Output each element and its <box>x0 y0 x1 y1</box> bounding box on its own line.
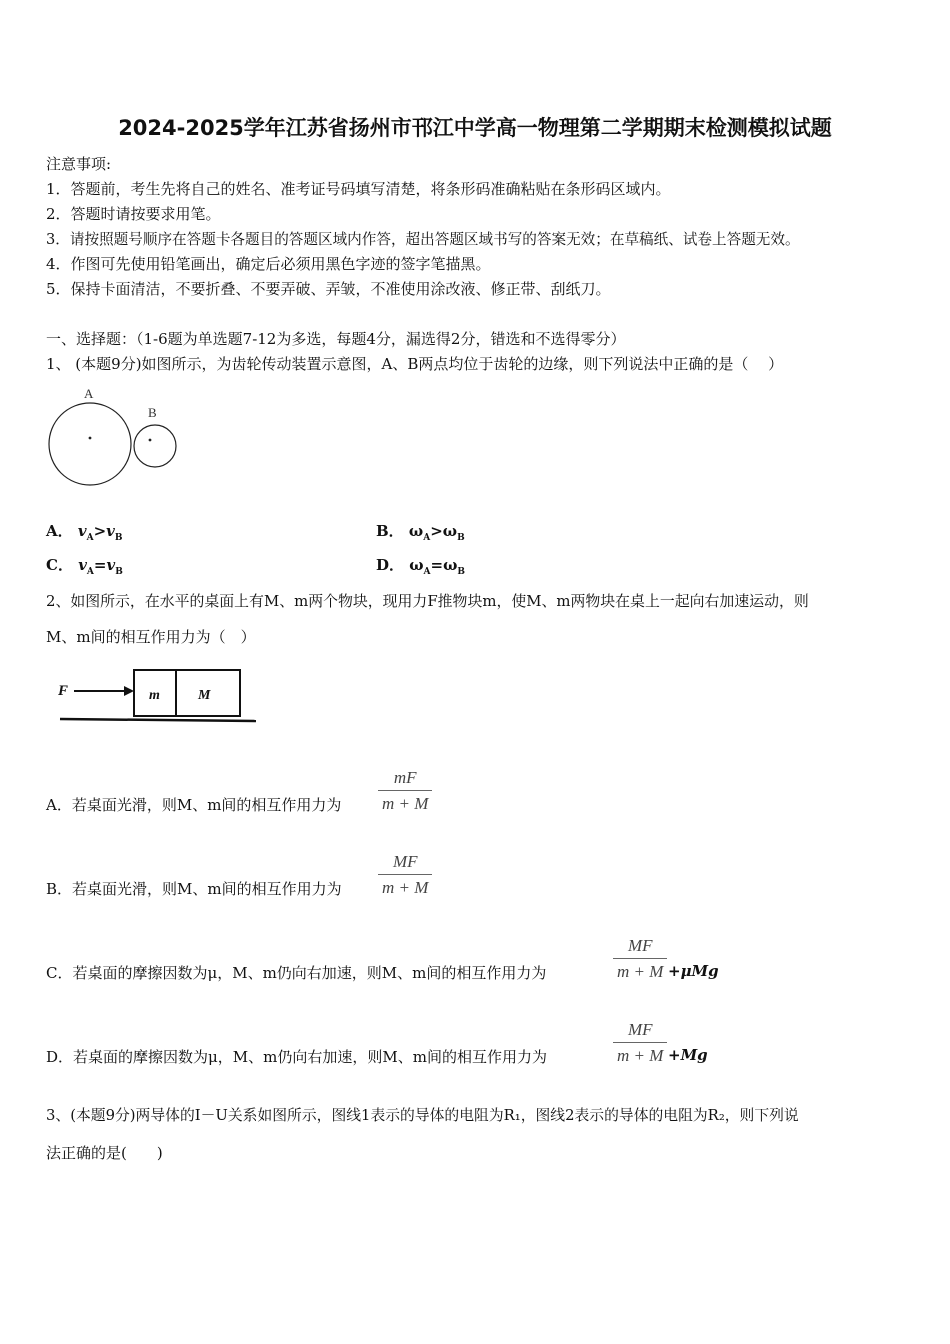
force-arrowhead <box>124 686 134 696</box>
note-item: 1．答题前，考生先将自己的姓名、准考证号码填写清楚，将条形码准确粘贴在条形码区域内。 <box>46 180 671 198</box>
page-title: 2024-2025学年江苏省扬州市邗江中学高一物理第二学期期末检测模拟试题 <box>118 116 832 140</box>
note-item: 3．请按照题号顺序在答题卡各题目的答题区域内作答，超出答题区域书写的答案无效；在草稿纸、试卷上答题无效。 <box>46 231 800 248</box>
q2-option-c-tail: +μMg <box>668 962 719 980</box>
gear-a-center <box>89 437 92 440</box>
q1-option-d[interactable]: D． $\omega_A=\omega_B$ <box>376 556 466 577</box>
fraction: $\frac{MF}{m + M}$ <box>613 936 667 982</box>
blocks-figure <box>56 665 260 727</box>
fraction: $\frac{mF}{m + M}$ <box>378 768 432 814</box>
fraction: $\frac{MF}{m + M}$ <box>613 1020 667 1066</box>
fraction: $\frac{MF}{m + M}$ <box>378 852 432 898</box>
block-M-label: M <box>198 688 211 703</box>
block-m-label: m <box>149 688 160 703</box>
label-b: B <box>148 405 157 420</box>
q1-option-c[interactable]: C． $v_A=v_B$ <box>46 556 123 577</box>
q1-option-a[interactable]: A． $v_A>v_B$ <box>46 522 123 543</box>
q2-option-c[interactable]: C．若桌面的摩擦因数为μ，M、m仍向右加速，则M、m间的相互作用力为 <box>46 964 547 982</box>
q2-stem-line2: M、m间的相互作用力为（ ） <box>46 628 256 646</box>
q1-stem: 1、 (本题9分)如图所示，为齿轮传动装置示意图，A、B两点均位于齿轮的边缘，则下列说法中正确的是（ ） <box>46 355 784 373</box>
q2-stem-line1: 2、如图所示，在水平的桌面上有M、m两个物块，现用力F推物块m，使M、m两物块在桌上一起向右加速运动，则 <box>46 592 809 610</box>
gear-b-center <box>149 439 152 442</box>
q3-stem-line2: 法正确的是( ) <box>46 1144 163 1162</box>
note-item: 2．答题时请按要求用笔。 <box>46 205 221 223</box>
note-item: 4．作图可先使用铅笔画出，确定后必须用黑色字迹的签字笔描黑。 <box>46 255 491 273</box>
q2-option-a[interactable]: A．若桌面光滑，则M、m间的相互作用力为 <box>46 796 342 814</box>
q2-option-d-tail: +Mg <box>668 1046 708 1064</box>
force-label: F <box>58 683 69 699</box>
gear-figure <box>44 382 184 490</box>
section-heading: 一、选择题：（1-6题为单选题7-12为多选，每题4分，漏选得2分，错选和不选得零分） <box>46 330 626 348</box>
note-item: 5．保持卡面清洁，不要折叠、不要弄破、弄皱，不准使用涂改液、修正带、刮纸刀。 <box>46 280 611 298</box>
q3-stem-line1: 3、(本题9分)两导体的I－U关系如图所示，图线1表示的导体的电阻为R₁，图线2表示的导体的电阻为R₂，则下列说 <box>46 1107 799 1124</box>
table-surface <box>60 719 256 721</box>
notes-heading: 注意事项: <box>46 155 112 173</box>
gear-b <box>134 425 176 467</box>
q2-option-d[interactable]: D．若桌面的摩擦因数为μ，M、m仍向右加速，则M、m间的相互作用力为 <box>46 1048 547 1066</box>
q2-option-b[interactable]: B．若桌面光滑，则M、m间的相互作用力为 <box>46 880 342 898</box>
q1-option-b[interactable]: B． $\omega_A>\omega_B$ <box>376 522 465 543</box>
gear-a <box>49 403 131 485</box>
label-a: A <box>84 386 94 401</box>
